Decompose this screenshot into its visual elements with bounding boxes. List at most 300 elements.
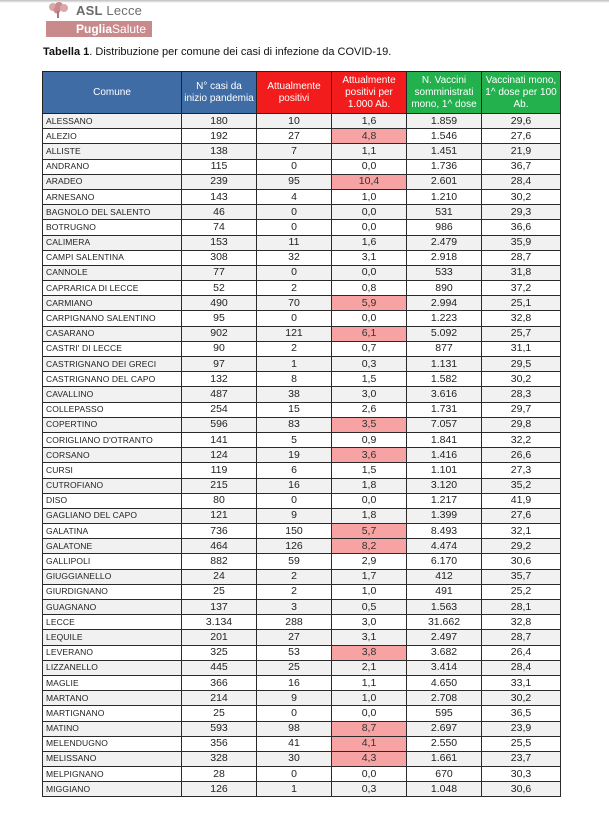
cell-comune: MARTANO — [43, 691, 182, 706]
table-row — [43, 706, 561, 721]
cell-positivi-per-1000: 0,0 — [332, 159, 407, 174]
table-row — [43, 645, 561, 660]
cell-vaccinati-per-100: 36,6 — [482, 220, 561, 235]
cell-positivi: 27 — [257, 129, 332, 144]
cell-comune: BOTRUGNO — [43, 220, 182, 235]
cell-casi: 124 — [182, 448, 257, 463]
table-row — [43, 357, 561, 372]
table-row — [43, 584, 561, 599]
table-row — [43, 189, 561, 204]
table-row — [43, 524, 561, 539]
cell-comune: MAGLIE — [43, 675, 182, 690]
cell-positivi: 7 — [257, 144, 332, 159]
cell-comune: CARMIANO — [43, 296, 182, 311]
cell-vaccinati-per-100: 29,8 — [482, 417, 561, 432]
table-row — [43, 159, 561, 174]
cell-positivi-per-1000: 4,1 — [332, 736, 407, 751]
cell-comune: LEQUILE — [43, 630, 182, 645]
table-caption — [43, 46, 391, 58]
cell-positivi: 0 — [257, 311, 332, 326]
cell-positivi-per-1000: 1,5 — [332, 372, 407, 387]
cell-casi: 77 — [182, 265, 257, 280]
cell-vaccini: 1.210 — [407, 189, 482, 204]
cell-positivi-per-1000: 0,3 — [332, 357, 407, 372]
cell-positivi: 5 — [257, 432, 332, 447]
cell-vaccinati-per-100: 29,6 — [482, 114, 561, 129]
cell-comune: COLLEPASSO — [43, 402, 182, 417]
cell-vaccini: 6.170 — [407, 554, 482, 569]
cell-comune: CARPIGNANO SALENTINO — [43, 311, 182, 326]
cell-vaccini: 491 — [407, 584, 482, 599]
table-row — [43, 265, 561, 280]
table-row — [43, 630, 561, 645]
cell-vaccinati-per-100: 29,5 — [482, 357, 561, 372]
cell-positivi: 121 — [257, 326, 332, 341]
cell-vaccini: 1.582 — [407, 372, 482, 387]
cell-casi: 192 — [182, 129, 257, 144]
cell-casi: 126 — [182, 782, 257, 797]
cell-casi: 308 — [182, 250, 257, 265]
table-row — [43, 463, 561, 478]
cell-positivi-per-1000: 0,0 — [332, 706, 407, 721]
cell-comune: BAGNOLO DEL SALENTO — [43, 205, 182, 220]
cell-vaccini: 4.650 — [407, 675, 482, 690]
cell-comune: GALLIPOLI — [43, 554, 182, 569]
cell-vaccini: 670 — [407, 767, 482, 782]
cell-vaccinati-per-100: 41,9 — [482, 493, 561, 508]
cell-vaccini: 531 — [407, 205, 482, 220]
cell-casi: 487 — [182, 387, 257, 402]
cell-positivi-per-1000: 3,5 — [332, 417, 407, 432]
cell-comune: GALATONE — [43, 539, 182, 554]
cell-vaccinati-per-100: 32,2 — [482, 432, 561, 447]
cell-positivi-per-1000: 1,7 — [332, 569, 407, 584]
cell-vaccinati-per-100: 33,1 — [482, 675, 561, 690]
cell-vaccini: 2.497 — [407, 630, 482, 645]
cell-vaccini: 1.223 — [407, 311, 482, 326]
cell-vaccini: 1.731 — [407, 402, 482, 417]
cell-casi: 80 — [182, 493, 257, 508]
table-row — [43, 220, 561, 235]
table-row — [43, 691, 561, 706]
cell-positivi: 11 — [257, 235, 332, 250]
cell-comune: GAGLIANO DEL CAPO — [43, 508, 182, 523]
cell-positivi: 98 — [257, 721, 332, 736]
cell-positivi: 53 — [257, 645, 332, 660]
cell-positivi: 10 — [257, 114, 332, 129]
cell-positivi: 2 — [257, 584, 332, 599]
cell-positivi: 2 — [257, 341, 332, 356]
cell-positivi: 0 — [257, 159, 332, 174]
cell-positivi: 27 — [257, 630, 332, 645]
cell-positivi-per-1000: 0,0 — [332, 220, 407, 235]
cell-vaccini: 7.057 — [407, 417, 482, 432]
cell-comune: GIUGGIANELLO — [43, 569, 182, 584]
table-row — [43, 751, 561, 766]
table-row — [43, 372, 561, 387]
cell-vaccinati-per-100: 35,9 — [482, 235, 561, 250]
cell-comune: CASTRI' DI LECCE — [43, 341, 182, 356]
caption-text: . Distribuzione per comune dei casi di infezione da COVID-19. — [89, 46, 392, 58]
cell-casi: 25 — [182, 584, 257, 599]
cell-comune: CURSI — [43, 463, 182, 478]
cell-positivi-per-1000: 4,8 — [332, 129, 407, 144]
cell-vaccinati-per-100: 25,2 — [482, 584, 561, 599]
cell-comune: MARTIGNANO — [43, 706, 182, 721]
cell-casi: 74 — [182, 220, 257, 235]
cell-vaccinati-per-100: 25,7 — [482, 326, 561, 341]
cell-positivi: 8 — [257, 372, 332, 387]
cell-positivi: 38 — [257, 387, 332, 402]
cell-vaccini: 2.708 — [407, 691, 482, 706]
cell-casi: 46 — [182, 205, 257, 220]
cell-vaccinati-per-100: 28,3 — [482, 387, 561, 402]
cell-vaccini: 3.414 — [407, 660, 482, 675]
cell-vaccinati-per-100: 35,7 — [482, 569, 561, 584]
table-row — [43, 341, 561, 356]
cell-positivi: 59 — [257, 554, 332, 569]
cell-comune: COPERTINO — [43, 417, 182, 432]
cell-comune: ANDRANO — [43, 159, 182, 174]
cell-vaccinati-per-100: 30,6 — [482, 782, 561, 797]
table-row — [43, 478, 561, 493]
cell-casi: 736 — [182, 524, 257, 539]
cell-positivi: 6 — [257, 463, 332, 478]
cell-positivi: 16 — [257, 478, 332, 493]
cell-positivi: 83 — [257, 417, 332, 432]
cell-comune: GALATINA — [43, 524, 182, 539]
cell-vaccinati-per-100: 27,3 — [482, 463, 561, 478]
cell-casi: 143 — [182, 189, 257, 204]
table-header-row — [43, 72, 561, 114]
cell-vaccinati-per-100: 29,7 — [482, 402, 561, 417]
cell-casi: 215 — [182, 478, 257, 493]
cell-vaccini: 1.048 — [407, 782, 482, 797]
cell-casi: 119 — [182, 463, 257, 478]
cell-comune: CAMPI SALENTINA — [43, 250, 182, 265]
table-row — [43, 417, 561, 432]
cell-vaccini: 1.217 — [407, 493, 482, 508]
cell-casi: 153 — [182, 235, 257, 250]
table-row — [43, 539, 561, 554]
cell-vaccini: 8.493 — [407, 524, 482, 539]
cell-positivi-per-1000: 8,2 — [332, 539, 407, 554]
cell-comune: ALESSANO — [43, 114, 182, 129]
tree-logo-icon — [46, 2, 70, 18]
cell-vaccinati-per-100: 21,9 — [482, 144, 561, 159]
cell-comune: ARADEO — [43, 174, 182, 189]
cell-casi: 239 — [182, 174, 257, 189]
cell-positivi-per-1000: 3,6 — [332, 448, 407, 463]
cell-comune: CALIMERA — [43, 235, 182, 250]
logo-puglia-salute-band: PugliaSalute — [46, 21, 152, 37]
cell-positivi-per-1000: 5,7 — [332, 524, 407, 539]
cell-casi: 464 — [182, 539, 257, 554]
cell-vaccini: 1.131 — [407, 357, 482, 372]
table-body — [43, 114, 561, 797]
cell-positivi: 150 — [257, 524, 332, 539]
cell-positivi-per-1000: 10,4 — [332, 174, 407, 189]
table-row — [43, 129, 561, 144]
table-row — [43, 493, 561, 508]
covid-cases-table — [42, 71, 561, 797]
cell-positivi-per-1000: 0,0 — [332, 767, 407, 782]
cell-vaccini: 2.479 — [407, 235, 482, 250]
cell-vaccinati-per-100: 29,3 — [482, 205, 561, 220]
cell-casi: 132 — [182, 372, 257, 387]
cell-positivi-per-1000: 1,6 — [332, 114, 407, 129]
cell-comune: MELPIGNANO — [43, 767, 182, 782]
cell-vaccinati-per-100: 28,7 — [482, 630, 561, 645]
logo-asl-text: ASL Lecce — [76, 3, 143, 18]
column-header-vaccinati-per-100: Vaccinati mono, 1^ dose per 100 Ab. — [482, 72, 561, 114]
column-header-casi: N° casi da inizio pandemia — [182, 72, 257, 114]
cell-casi: 254 — [182, 402, 257, 417]
cell-positivi-per-1000: 1,8 — [332, 508, 407, 523]
cell-comune: CORSANO — [43, 448, 182, 463]
cell-casi: 90 — [182, 341, 257, 356]
table-row — [43, 432, 561, 447]
cell-casi: 24 — [182, 569, 257, 584]
cell-casi: 366 — [182, 675, 257, 690]
cell-positivi-per-1000: 1,0 — [332, 584, 407, 599]
cell-positivi: 41 — [257, 736, 332, 751]
cell-vaccini: 595 — [407, 706, 482, 721]
table-row — [43, 569, 561, 584]
cell-positivi-per-1000: 0,0 — [332, 265, 407, 280]
table-row — [43, 174, 561, 189]
cell-casi: 902 — [182, 326, 257, 341]
cell-vaccinati-per-100: 30,2 — [482, 691, 561, 706]
cell-vaccinati-per-100: 32,8 — [482, 311, 561, 326]
cell-positivi: 19 — [257, 448, 332, 463]
cell-vaccini: 412 — [407, 569, 482, 584]
cell-vaccinati-per-100: 29,2 — [482, 539, 561, 554]
cell-vaccini: 5.092 — [407, 326, 482, 341]
cell-comune: ALEZIO — [43, 129, 182, 144]
cell-casi: 356 — [182, 736, 257, 751]
cell-vaccinati-per-100: 25,5 — [482, 736, 561, 751]
cell-vaccinati-per-100: 27,6 — [482, 129, 561, 144]
cell-vaccinati-per-100: 23,7 — [482, 751, 561, 766]
column-header-positivi-per-1000: Attualmente positivi per 1.000 Ab. — [332, 72, 407, 114]
cell-casi: 28 — [182, 767, 257, 782]
cell-vaccini: 1.859 — [407, 114, 482, 129]
cell-casi: 490 — [182, 296, 257, 311]
cell-vaccini: 3.616 — [407, 387, 482, 402]
cell-casi: 214 — [182, 691, 257, 706]
cell-vaccinati-per-100: 30,2 — [482, 189, 561, 204]
column-header-comune: Comune — [43, 72, 182, 114]
cell-casi: 121 — [182, 508, 257, 523]
cell-vaccinati-per-100: 25,1 — [482, 296, 561, 311]
table-row — [43, 296, 561, 311]
cell-positivi-per-1000: 3,0 — [332, 615, 407, 630]
table-row — [43, 448, 561, 463]
caption-label: Tabella 1 — [43, 46, 90, 58]
table-row — [43, 235, 561, 250]
cell-vaccinati-per-100: 28,4 — [482, 660, 561, 675]
cell-positivi-per-1000: 0,7 — [332, 341, 407, 356]
cell-comune: ARNESANO — [43, 189, 182, 204]
cell-vaccinati-per-100: 36,5 — [482, 706, 561, 721]
cell-positivi: 1 — [257, 782, 332, 797]
cell-vaccinati-per-100: 31,1 — [482, 341, 561, 356]
cell-comune: LEVERANO — [43, 645, 182, 660]
cell-positivi-per-1000: 8,7 — [332, 721, 407, 736]
cell-vaccinati-per-100: 23,9 — [482, 721, 561, 736]
cell-vaccini: 877 — [407, 341, 482, 356]
cell-vaccinati-per-100: 35,2 — [482, 478, 561, 493]
cell-casi: 180 — [182, 114, 257, 129]
table-row — [43, 326, 561, 341]
cell-comune: GIURDIGNANO — [43, 584, 182, 599]
table-row — [43, 250, 561, 265]
cell-positivi-per-1000: 1,0 — [332, 691, 407, 706]
cell-positivi-per-1000: 1,1 — [332, 144, 407, 159]
cell-vaccinati-per-100: 32,8 — [482, 615, 561, 630]
cell-positivi: 30 — [257, 751, 332, 766]
cell-positivi: 9 — [257, 508, 332, 523]
cell-positivi: 3 — [257, 600, 332, 615]
cell-comune: CASARANO — [43, 326, 182, 341]
table-row — [43, 311, 561, 326]
cell-casi: 137 — [182, 600, 257, 615]
cell-vaccini: 2.994 — [407, 296, 482, 311]
cell-positivi: 9 — [257, 691, 332, 706]
cell-vaccini: 533 — [407, 265, 482, 280]
cell-casi: 328 — [182, 751, 257, 766]
cell-comune: CASTRIGNANO DEI GRECI — [43, 357, 182, 372]
cell-positivi: 16 — [257, 675, 332, 690]
cell-comune: MELENDUGNO — [43, 736, 182, 751]
table-row — [43, 554, 561, 569]
cell-positivi-per-1000: 0,0 — [332, 311, 407, 326]
cell-casi: 95 — [182, 311, 257, 326]
table-row — [43, 144, 561, 159]
cell-vaccini: 2.550 — [407, 736, 482, 751]
table-row — [43, 402, 561, 417]
cell-positivi: 1 — [257, 357, 332, 372]
cell-positivi: 95 — [257, 174, 332, 189]
cell-casi: 882 — [182, 554, 257, 569]
cell-comune: LIZZANELLO — [43, 660, 182, 675]
cell-vaccini: 2.918 — [407, 250, 482, 265]
cell-positivi: 2 — [257, 281, 332, 296]
cell-casi: 25 — [182, 706, 257, 721]
table-row — [43, 767, 561, 782]
cell-positivi: 2 — [257, 569, 332, 584]
table-row — [43, 615, 561, 630]
cell-casi: 201 — [182, 630, 257, 645]
asl-lecce-logo — [46, 2, 156, 36]
cell-casi: 593 — [182, 721, 257, 736]
cell-vaccini: 1.563 — [407, 600, 482, 615]
cell-positivi-per-1000: 1,0 — [332, 189, 407, 204]
table-row — [43, 721, 561, 736]
cell-comune: CANNOLE — [43, 265, 182, 280]
cell-vaccini: 1.661 — [407, 751, 482, 766]
cell-positivi-per-1000: 3,8 — [332, 645, 407, 660]
cell-vaccinati-per-100: 37,2 — [482, 281, 561, 296]
cell-casi: 325 — [182, 645, 257, 660]
cell-vaccini: 890 — [407, 281, 482, 296]
cell-positivi: 70 — [257, 296, 332, 311]
cell-casi: 596 — [182, 417, 257, 432]
cell-vaccinati-per-100: 28,1 — [482, 600, 561, 615]
cell-vaccini: 3.682 — [407, 645, 482, 660]
cell-vaccini: 1.546 — [407, 129, 482, 144]
cell-vaccinati-per-100: 26,4 — [482, 645, 561, 660]
cell-vaccini: 3.120 — [407, 478, 482, 493]
cell-comune: CASTRIGNANO DEL CAPO — [43, 372, 182, 387]
cell-positivi-per-1000: 1,5 — [332, 463, 407, 478]
cell-vaccini: 31.662 — [407, 615, 482, 630]
cell-positivi-per-1000: 0,8 — [332, 281, 407, 296]
cell-comune: MIGGIANO — [43, 782, 182, 797]
cell-vaccinati-per-100: 30,2 — [482, 372, 561, 387]
cell-vaccini: 1.416 — [407, 448, 482, 463]
table-row — [43, 675, 561, 690]
cell-positivi-per-1000: 0,9 — [332, 432, 407, 447]
cell-vaccinati-per-100: 30,6 — [482, 554, 561, 569]
cell-comune: CUTROFIANO — [43, 478, 182, 493]
cell-comune: GUAGNANO — [43, 600, 182, 615]
cell-vaccinati-per-100: 32,1 — [482, 524, 561, 539]
cell-vaccinati-per-100: 28,7 — [482, 250, 561, 265]
cell-comune: CORIGLIANO D'OTRANTO — [43, 432, 182, 447]
cell-vaccini: 1.399 — [407, 508, 482, 523]
cell-positivi: 0 — [257, 220, 332, 235]
cell-comune: MATINO — [43, 721, 182, 736]
cell-positivi-per-1000: 1,6 — [332, 235, 407, 250]
cell-positivi: 0 — [257, 706, 332, 721]
cell-comune: ALLISTE — [43, 144, 182, 159]
cell-comune: LECCE — [43, 615, 182, 630]
cell-positivi-per-1000: 5,9 — [332, 296, 407, 311]
cell-positivi: 32 — [257, 250, 332, 265]
cell-positivi-per-1000: 3,0 — [332, 387, 407, 402]
table-row — [43, 600, 561, 615]
cell-positivi-per-1000: 2,6 — [332, 402, 407, 417]
cell-vaccinati-per-100: 36,7 — [482, 159, 561, 174]
cell-comune: DISO — [43, 493, 182, 508]
cell-comune: CAVALLINO — [43, 387, 182, 402]
column-header-vaccini: N. Vaccini somministrati mono, 1^ dose — [407, 72, 482, 114]
cell-positivi: 126 — [257, 539, 332, 554]
cell-positivi-per-1000: 1,8 — [332, 478, 407, 493]
cell-vaccini: 4.474 — [407, 539, 482, 554]
cell-casi: 138 — [182, 144, 257, 159]
cell-positivi-per-1000: 2,9 — [332, 554, 407, 569]
cell-casi: 445 — [182, 660, 257, 675]
cell-vaccinati-per-100: 27,6 — [482, 508, 561, 523]
cell-casi: 97 — [182, 357, 257, 372]
table-row — [43, 205, 561, 220]
table-row — [43, 508, 561, 523]
table-row — [43, 281, 561, 296]
table-row — [43, 387, 561, 402]
cell-positivi: 0 — [257, 493, 332, 508]
cell-comune: CAPRARICA DI LECCE — [43, 281, 182, 296]
cell-casi: 52 — [182, 281, 257, 296]
cell-positivi-per-1000: 0,5 — [332, 600, 407, 615]
cell-vaccini: 986 — [407, 220, 482, 235]
cell-positivi: 288 — [257, 615, 332, 630]
cell-vaccinati-per-100: 28,4 — [482, 174, 561, 189]
column-header-positivi: Attualmente positivi — [257, 72, 332, 114]
cell-comune: MELISSANO — [43, 751, 182, 766]
